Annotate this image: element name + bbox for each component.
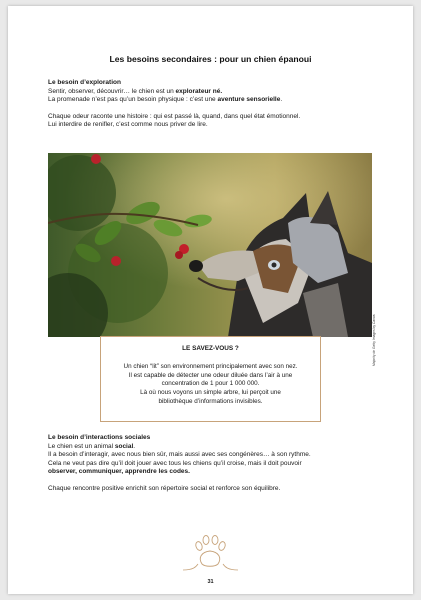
paragraph-line: Lui interdire de renifler, c’est comme nous priver de lire.: [48, 121, 208, 129]
callout-heading: LE SAVEZ-VOUS ?: [182, 345, 239, 352]
paragraph-line: [48, 443, 378, 452]
callout-line: Un chien “lit” son environnement principalement avec son nez.: [123, 362, 298, 370]
page-title: Les besoins secondaires : pour un chien épanoui: [109, 54, 312, 64]
dog-sniffing-berries-illustration: [48, 153, 372, 337]
section-exploration: [48, 79, 378, 130]
paragraph-line: Chaque rencontre positive enrichit son répertoire social et renforce son équilibre.: [48, 484, 281, 492]
callout-line: Là où nous voyons un simple arbre, lui perçoit une: [140, 389, 281, 397]
photo-credit: Majority de Getty Images by Canva: [372, 314, 376, 366]
text-run: Le chien est un animal: [48, 442, 115, 450]
callout-line: concentration de 1 pour 1 000 000.: [161, 380, 260, 388]
paragraph-line: Cela ne veut pas dire qu’il doit jouer avec tous les chiens qu’il croise, mais il doit pouvoir: [48, 459, 302, 467]
document-page: [8, 6, 413, 594]
text-run: La promenade n’est pas qu’un besoin physique : c’est une: [48, 96, 218, 104]
text-run: .: [280, 96, 283, 104]
dog-photo: [48, 153, 372, 337]
text-run: .: [133, 442, 136, 450]
page-number: 31: [207, 579, 214, 585]
section-heading: Le besoin d’interactions sociales: [48, 434, 151, 441]
paragraph-line: [48, 88, 378, 97]
callout-line: Il est capable de détecter une odeur diluée dans l’air à une: [128, 371, 293, 379]
bold-text: observer, communiquer, apprendre les codes.: [48, 468, 190, 476]
paragraph-line: Il a besoin d’interagir, avec nous bien sûr, mais aussi avec ses congénères… à son rythme.: [48, 451, 311, 459]
paragraph-line: [48, 96, 378, 105]
section-social: [48, 434, 378, 494]
paw-print-decoration: [8, 534, 413, 574]
bold-text: social: [114, 442, 134, 450]
section-heading: Le besoin d’exploration: [48, 79, 121, 86]
bold-text: explorateur né.: [175, 87, 223, 95]
callout-line: bibliothèque d’informations invisibles.: [158, 397, 263, 405]
paragraph-line: Chaque odeur raconte une histoire : qui est passé là, quand, dans quel état émotionnel.: [48, 112, 301, 120]
text-run: Sentir, observer, découvrir… le chien est un: [48, 87, 176, 95]
paragraph-line: [48, 468, 378, 477]
bold-text: aventure sensorielle: [217, 96, 281, 104]
did-you-know-box: [100, 336, 321, 422]
